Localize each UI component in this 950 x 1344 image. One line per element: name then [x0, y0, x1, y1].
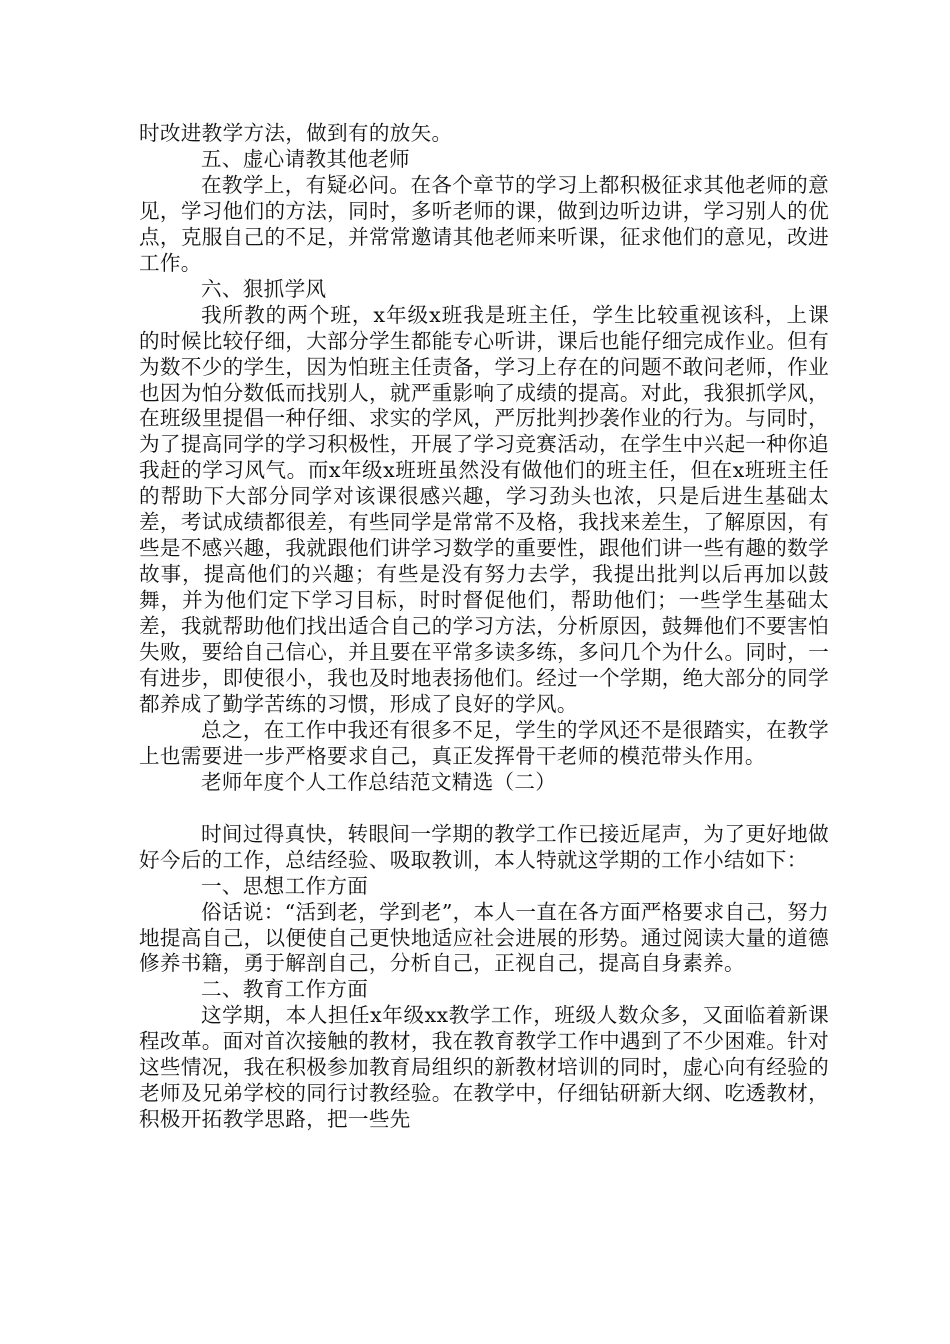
section-heading-5: 五、虚心请教其他老师: [201, 146, 410, 171]
paragraph-conclusion: 总之，在工作中我还有很多不足，学生的学风还不是很踏实，在教学上也需要进一步严格要求自己，真正发挥骨干老师的模范带头作用。: [139, 717, 829, 768]
paragraph-intro: 时间过得真快，转眼间一学期的教学工作已接近尾声，为了更好地做好今后的工作，总结经验、吸取教训，本人特就这学期的工作小结如下：: [139, 821, 829, 872]
section-heading-6: 六、狠抓学风: [201, 276, 327, 301]
section-heading-2: 二、教育工作方面: [201, 977, 369, 1002]
paragraph-ideology: 俗话说：“活到老，学到老”，本人一直在各方面严格要求自己，努力地提高自己，以便使自己更快地适应社会进展的形势。通过阅读大量的道德修养书籍，勇于解剖自己，分析自己，正视自己，提高自身素养。: [139, 899, 829, 976]
paragraph-continuation: 时改进教学方法，做到有的放矢。: [139, 121, 453, 145]
document-body: [139, 121, 829, 1133]
paragraph-education-work: 这学期，本人担任x年级xx教学工作，班级人数众多，又面临着新课程改革。面对首次接触的教材，我在教育教学工作中遇到了不少困难。针对这些情况，我在积极参加教育局组织的新教材培训的同时，虚心向有经验的老师及兄弟学校的同行讨教经验。在教学中，仔细钻研新大纲、吃透教材，积极开拓教学思路，把一些先: [139, 1003, 829, 1132]
paragraph-consult-teachers: 在教学上，有疑必问。在各个章节的学习上都积极征求其他老师的意见，学习他们的方法，同时，多听老师的课，做到边听边讲，学习别人的优点，克服自己的不足，并常常邀请其他老师来听课，征求他们的意见，改进工作。: [139, 172, 829, 275]
article-title-2: 老师年度个人工作总结范文精选（二）: [201, 769, 557, 794]
section-heading-1: 一、思想工作方面: [201, 873, 369, 898]
blank-line: [139, 796, 829, 822]
paragraph-study-style: 我所教的两个班，x年级x班我是班主任，学生比较重视该科，上课的时候比较仔细，大部分学生都能专心听讲，课后也能仔细完成作业。但有为数不少的学生，因为怕班主任责备，学习上存在的问题不敢问老师，作业也因为怕分数低而找别人，就严重影响了成绩的提高。对此，我狠抓学风，在班级里提倡一种仔细、求实的学风，严厉批判抄袭作业的行为。与同时，为了提高同学的学习积极性，开展了学习竞赛活动，在学生中兴起一种你追我赶的学习风气。而x年级x班班虽然没有做他们的班主任，但在x班班主任的帮助下大部分同学对该课很感兴趣，学习劲头也浓，只是后进生基础太差，考试成绩都很差，有些同学是常常不及格，我找来差生，了解原因，有些是不感兴趣，我就跟他们讲学习数学的重要性，跟他们讲一些有趣的数学故事，提高他们的兴趣；有些是没有努力去学，我提出批判以后再加以鼓舞，并为他们定下学习目标，时时督促他们，帮助他们；一些学生基础太差，我就帮助他们找出适合自己的学习方法，分析原因，鼓舞他们不要害怕失败，要给自己信心，并且要在平常多读多练，多问几个为什么。同时，一有进步，即使很小，我也及时地表扬他们。经过一个学期，绝大部分的同学都养成了勤学苦练的习惯，形成了良好的学风。: [139, 302, 829, 716]
